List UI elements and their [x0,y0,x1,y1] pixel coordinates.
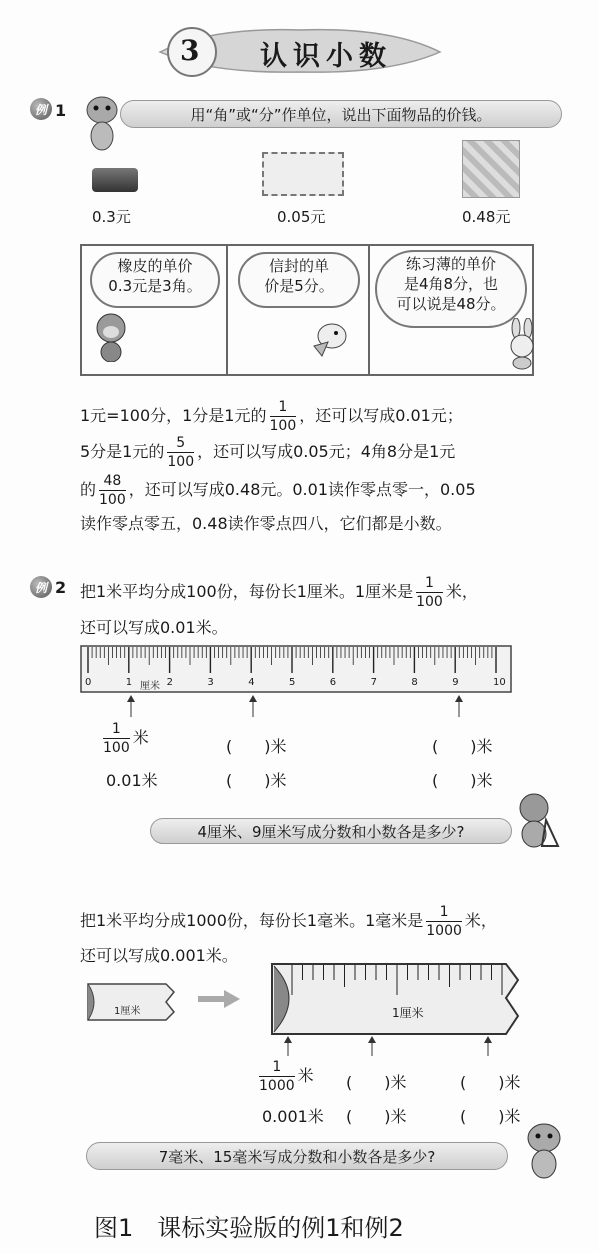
small-ruler-label: 1厘米 [114,1006,141,1017]
answer-blank[interactable]: ( )米 [346,1107,407,1126]
denominator: 100 [167,454,195,470]
ex3-text: 还可以写成0.001米。 [80,946,238,965]
bubble-line: 信封的单 [268,257,329,275]
envelope-image [262,152,344,196]
fraction [99,474,126,507]
ex1-explanation [80,436,455,469]
unit: 米 [297,1066,314,1085]
answer-blank[interactable]: ( )米 [226,771,287,790]
ruler-tick-label: 9 [452,677,459,688]
ruler-tick-label: 7 [370,677,377,688]
numerator: 1 [259,1060,295,1077]
ruler-tick-label: 3 [207,677,214,688]
exercise-book-image [462,140,520,198]
page-title: 认识小数 [260,41,392,72]
millimeter-ruler [270,962,522,1036]
numerator: 48 [99,474,126,491]
bubble-line: 是4角8分，也 [403,275,499,293]
figure-caption: 图1 课标实验版的例1和例2 [94,1214,404,1242]
numerator: 5 [167,436,194,453]
ruler-tick-label: 1 [125,677,133,688]
ruler-tick-label: 2 [166,677,173,688]
ex1-instruction-banner [120,100,562,128]
answer-blank[interactable]: ( )米 [226,737,287,756]
fraction [167,436,194,469]
answer-blank[interactable]: ( )米 [346,1073,407,1092]
bubble-line: 0.3元是3角。 [108,277,202,295]
denominator: 100 [99,492,126,508]
question-text: 4厘米、9厘米写成分数和小数各是多少? [197,822,465,841]
panel-divider [368,244,370,374]
speech-bubble [375,250,527,328]
lesson-number: 3 [180,34,200,67]
rabbit-mascot-icon [506,318,538,374]
numerator: 1 [426,905,462,922]
denominator: 1000 [259,1078,295,1094]
ruler-tick-label: 10 [493,677,506,688]
question-text: 7毫米、15毫米写成分数和小数各是多少? [158,1147,436,1166]
ex1-explanation [80,400,463,433]
unit: 米 [132,728,149,747]
arrow-up-icon [484,1036,492,1060]
fraction [270,400,297,433]
denominator: 100 [103,740,130,756]
text-run: 米， [464,911,497,930]
ruler-tick-label: 8 [411,677,418,688]
text-run: 把1米平均分成1000份，每份长1毫米。1毫米是 [80,911,424,930]
bubble-line: 橡皮的单价 [117,257,193,275]
answer-fraction [256,1060,314,1093]
envelope-price: 0.05元 [277,208,326,226]
speech-bubble [238,252,360,308]
text-run: 1元=100分，1分是1元的 [80,406,267,425]
fraction [103,722,130,755]
ruler-tick-label: 0 [85,677,92,688]
arrow-up-icon [127,695,135,721]
ex1-explanation [80,474,476,507]
text-run: 把1米平均分成100份，每份长1厘米。1厘米是 [80,582,414,601]
example-number: 2 [55,578,67,597]
fraction [426,905,462,938]
bubble-line: 价是5分。 [264,277,334,295]
numerator: 1 [416,576,443,593]
answer-blank[interactable]: ( )米 [432,771,493,790]
ex2-question-banner [150,818,512,844]
panel-divider [226,244,228,374]
numerator: 1 [103,722,130,739]
example-badge-icon: 例 [30,576,52,598]
fraction [259,1060,295,1093]
example-badge-icon: 例 [30,98,52,120]
text-run: 米， [445,582,478,601]
speech-bubble [90,252,220,308]
exercise-book-price: 0.48元 [462,208,511,226]
header-banner [150,22,450,78]
dog-mascot-icon [512,790,560,854]
text-run: ，还可以写成0.01元； [299,406,463,425]
ex3-question-banner [86,1142,508,1170]
centimeter-ruler [80,645,512,693]
cat-mascot-icon [82,92,122,156]
answer-fraction [100,722,149,755]
cat-mascot-icon [522,1120,566,1184]
ex1-explanation: 读作零点零五，0.48读作零点四八，它们都是小数。 [80,514,452,533]
arrow-up-icon [249,695,257,721]
answer-blank[interactable]: ( )米 [460,1107,521,1126]
arrow-up-icon [368,1036,376,1060]
bubble-line: 练习薄的单价 [405,255,496,273]
answer-blank[interactable]: ( )米 [432,737,493,756]
denominator: 100 [416,594,443,610]
eraser-price: 0.3元 [92,208,131,226]
mm-ruler-label: 1厘米 [392,1006,424,1020]
denominator: 100 [269,418,297,434]
answer-decimal: 0.001米 [262,1107,324,1126]
numerator: 1 [270,400,297,417]
text-run: ，还可以写成0.05元；4角8分是1元 [197,442,456,461]
arrow-right-icon [198,990,240,1012]
answer-blank[interactable]: ( )米 [460,1073,521,1092]
bird-mascot-icon [308,316,352,364]
ex2-text: 还可以写成0.01米。 [80,618,228,637]
text-run: 的 [80,480,97,499]
denominator: 1000 [426,923,462,939]
small-ruler [86,982,178,1022]
ruler-tick-label: 4 [248,677,255,688]
arrow-up-icon [455,695,463,721]
ex1-instruction-text: 用“角”或“分”作单位，说出下面物品的价钱。 [190,105,492,124]
ruler-tick-label: 5 [289,677,296,688]
ruler-tick-label: 6 [329,677,337,688]
ruler-unit-label: 厘米 [140,681,160,692]
answer-decimal: 0.01米 [106,771,158,790]
example-number: 1 [55,101,67,120]
monkey-mascot-icon [92,312,130,366]
ex3-text [80,905,497,938]
bubble-line: 可以说是48分。 [396,295,506,313]
mm-ruler-graphic [270,962,522,1036]
fraction [416,576,443,609]
eraser-image [92,168,138,192]
ex2-text [80,576,478,609]
text-run: ，还可以写成0.48元。0.01读作零点零一，0.05 [128,480,476,499]
text-run: 5分是1元的 [80,442,165,461]
arrow-up-icon [284,1036,292,1060]
